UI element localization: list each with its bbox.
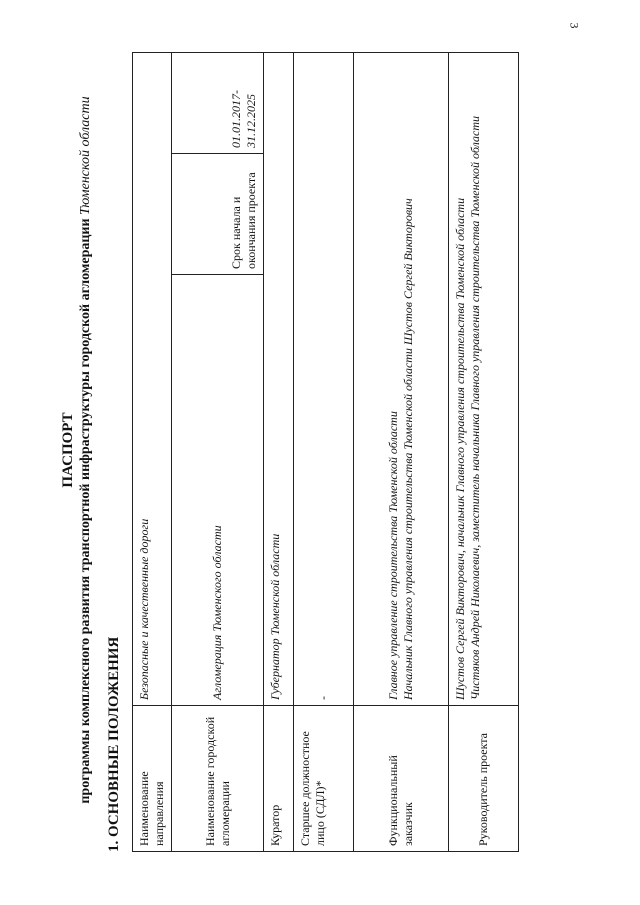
curator-label: Куратор: [264, 706, 294, 852]
agglomeration-label: Наименование городской агломерации: [172, 706, 264, 852]
subtitle-region: Тюменской области: [78, 96, 93, 215]
passport-table: [132, 52, 519, 852]
agglomeration-value: Агломерация Тюменского области: [172, 275, 264, 706]
table-row: [264, 53, 294, 852]
passport-subtitle: [78, 40, 94, 860]
term-label: Срок начала и окончания проекта: [172, 154, 264, 275]
customer-value-line2: Начальник Главного управления строительства Тюменской области Шустов Сергей Викторович: [401, 198, 415, 700]
table-row: [172, 53, 264, 852]
table-row: [133, 53, 172, 852]
customer-value-line1: Главное управление строительства Тюменской области: [386, 411, 400, 700]
customer-label: Функциональный заказчик: [354, 706, 449, 852]
direction-value: Безопасные и качественные дороги: [133, 53, 172, 706]
term-value: 01.01.2017-31.12.2025: [172, 53, 264, 154]
table-row: [354, 53, 449, 852]
document-page: [60, 40, 580, 860]
senior-official-value: -: [294, 53, 354, 706]
passport-title: ПАСПОРТ: [60, 412, 76, 488]
manager-value: [449, 53, 519, 706]
customer-value: [354, 53, 449, 706]
manager-label: Руководитель проекта: [449, 706, 519, 852]
direction-label: Наименование направления: [133, 706, 172, 852]
subtitle-text: программы комплексного развития транспортной инфраструктуры городской агломерации: [78, 218, 93, 804]
manager-value-line1: Шустов Сергей Викторович, начальник Главного управления строительства Тюменской области: [453, 197, 467, 700]
manager-value-line2: Чистяков Андрей Николаевич, заместитель начальника Главного управления строительства Тюменской области: [468, 115, 482, 700]
curator-value: Губернатор Тюменской области: [264, 53, 294, 706]
section-title: 1. ОСНОВНЫЕ ПОЛОЖЕНИЯ: [106, 636, 122, 852]
page-number: 3: [567, 22, 582, 29]
table-row: [449, 53, 519, 852]
senior-official-label: Старшее должностное лицо (СДЛ)*: [294, 706, 354, 852]
table-row: [294, 53, 354, 852]
